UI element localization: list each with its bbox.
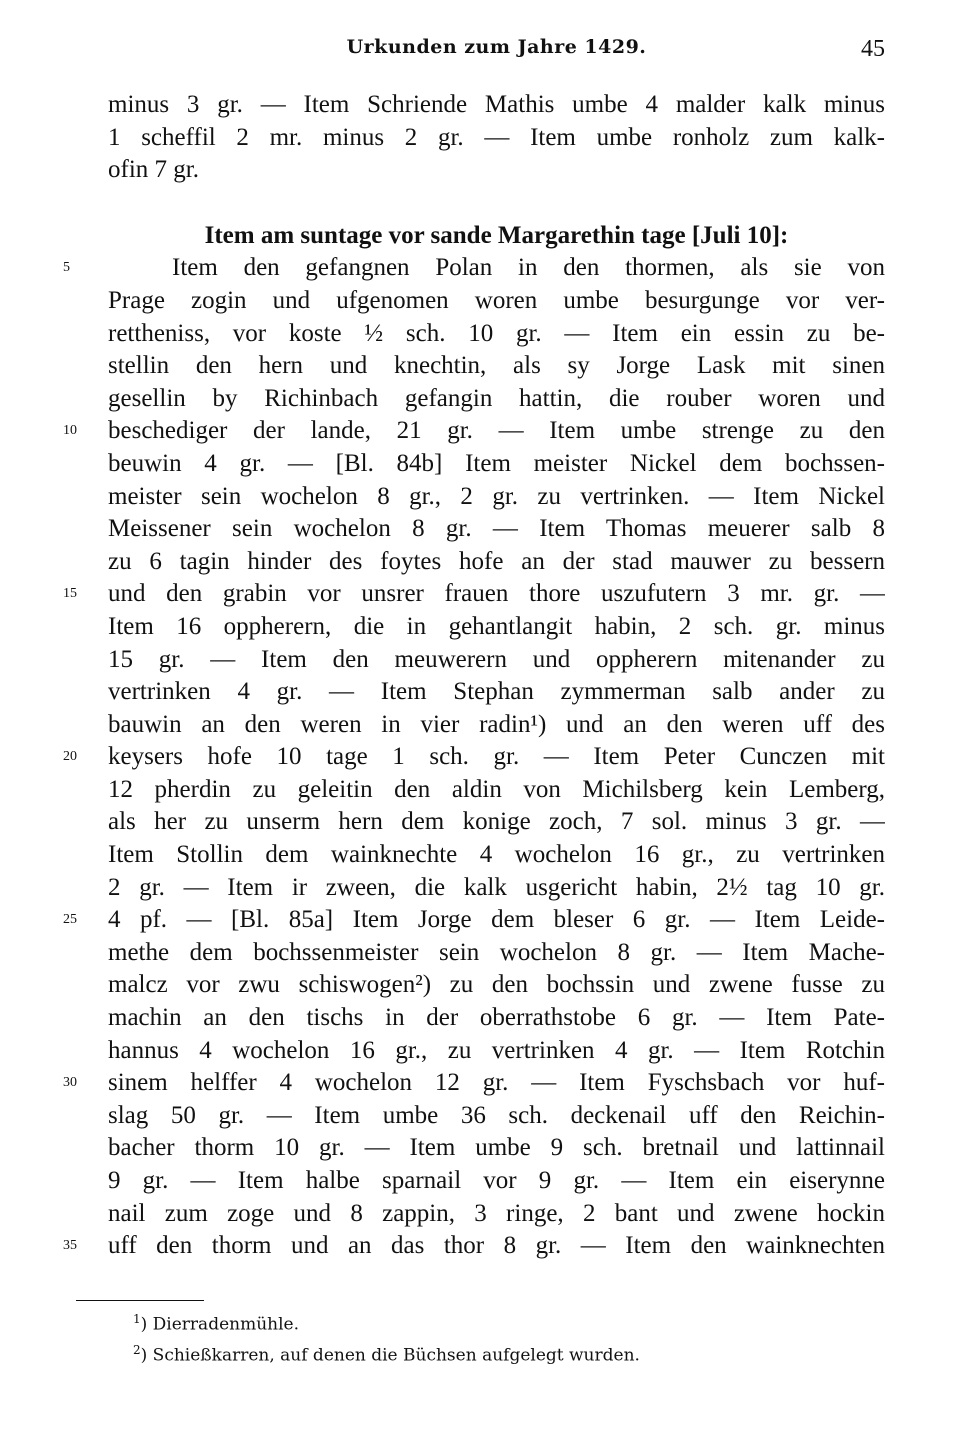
footnote-text: ) Dierradenmühle. [140,1314,300,1335]
text-line: Meissener sein wochelon 8 gr. — Item Thomas meuerer salb 8 [108,515,885,543]
footnote-rule [76,1300,204,1301]
footnote-text: ) Schießkarren, auf denen die Büchsen aufgelegt wurden. [140,1345,640,1366]
line-number: 15 [63,586,77,602]
body-text [63,89,885,1263]
text-line: Item Stollin dem wainknechte 4 wochelon 16 gr., zu vertrinken [108,841,885,869]
text-line: rettheniss, vor koste ½ sch. 10 gr. — Item ein essin zu be- [108,319,885,347]
text-line: nail zum zoge und 8 zappin, 3 ringe, 2 bant und zwene hockin [108,1199,885,1227]
text-line: bacher thorm 10 gr. — Item umbe 9 sch. bretnail und lattinnail [108,1134,885,1162]
text-line: beuwin 4 gr. — [Bl. 84b] Item meister Nickel dem bochssen- [108,449,885,477]
text-line: 4 pf. — [Bl. 85a] Item Jorge dem bleser 6 gr. — Item Leide- [108,906,885,934]
text-line: Item 16 oppherern, die in gehantlangit habin, 2 sch. gr. minus [108,612,885,640]
footnote-mark: 2 [133,1342,141,1357]
line-number: 10 [63,423,77,439]
text-line: zu 6 tagin hinder des foytes hofe an der stad mauwer zu bessern [108,547,885,575]
text-line: stellin den hern und knechtin, als sy Jorge Lask mit sinen [108,352,885,380]
text-line: gesellin by Richinbach gefangin hattin, die rouber woren und [108,384,885,412]
line-number: 20 [63,749,77,765]
line-number: 5 [63,260,70,276]
text-line: Prage zogin und ufgenomen woren umbe besurgunge vor ver- [108,286,885,314]
text-line: und den grabin vor unsrer frauen thore uszufutern 3 mr. gr. — [108,580,885,608]
footnotes [133,1307,893,1368]
text-line: ofin 7 gr. [108,156,199,184]
text-line: slag 50 gr. — Item umbe 36 sch. deckenail uff den Reichin- [108,1101,885,1129]
text-line: methe dem bochssenmeister sein wochelon 8 gr. — Item Mache- [108,938,885,966]
text-line: als her zu unserm hern dem konige zoch, 7 sol. minus 3 gr. — [108,808,885,836]
footnote-2 [133,1338,893,1369]
text-line: 12 pherdin zu geleitin den aldin von Michilsberg kein Lemberg, [108,775,885,803]
text-line: vertrinken 4 gr. — Item Stephan zymmerman salb ander zu [108,678,885,706]
text-line: bauwin an den weren in vier radin¹) und an den weren uff des [108,710,885,738]
footnote-mark: 1 [133,1312,141,1326]
text-line: malcz vor zwu schiswogen²) zu den bochssin und zwene fusse zu [108,971,885,999]
text-line: hannus 4 wochelon 16 gr., zu vertrinken 4 gr. — Item Rotchin [108,1036,885,1064]
text-line: sinem helffer 4 wochelon 12 gr. — Item Fyschsbach vor huf- [108,1069,885,1097]
text-line: 9 gr. — Item halbe sparnail vor 9 gr. — Item ein eiserynne [108,1167,885,1194]
line-number: 35 [63,1238,77,1254]
text-line: meister sein wochelon 8 gr., 2 gr. zu vertrinken. — Item Nickel [108,482,885,510]
text-line: minus 3 gr. — Item Schriende Mathis umbe 4 malder kalk minus [108,91,885,118]
text-line: Item den gefangnen Polan in den thormen, als sie von [172,254,885,282]
text-line: beschediger der lande, 21 gr. — Item umbe strenge zu den [108,417,885,445]
footnote-1 [133,1307,893,1338]
text-line: uff den thorm und an das thor 8 gr. — Item den wainknechten [108,1232,885,1260]
line-number: 30 [63,1075,77,1091]
line-number: 25 [63,912,77,928]
text-line: 15 gr. — Item den meuwerern und oppherern mitenander zu [108,645,885,673]
text-line: machin an den tischs in der oberrathstobe 6 gr. — Item Pate- [108,1004,885,1032]
text-line: 1 scheffil 2 mr. minus 2 gr. — Item umbe ronholz zum kalk- [108,123,885,151]
text-line: 2 gr. — Item ir zween, die kalk usgericht habin, 2½ tag 10 gr. [108,873,885,901]
page-number: 45 [861,36,885,62]
text-line: keysers hofe 10 tage 1 sch. gr. — Item Peter Cunczen mit [108,743,885,771]
page-header [108,36,885,66]
section-heading: Item am suntage vor sande Margarethin tage [Juli 10]: [204,221,789,249]
running-title: Urkunden zum Jahre 1429. [346,36,647,58]
